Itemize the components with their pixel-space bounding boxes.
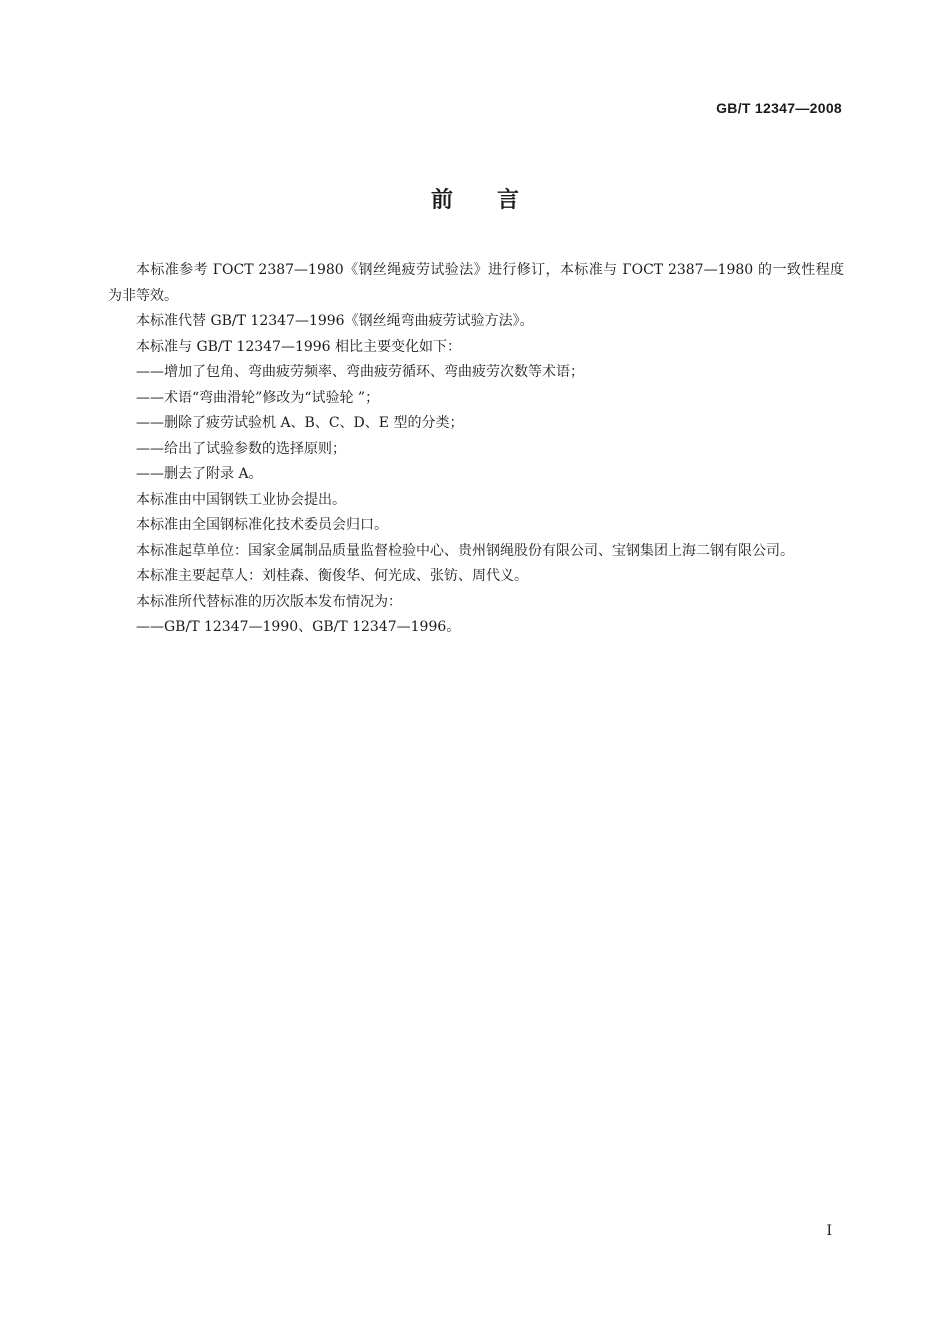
list-item: ——删去了附录 A。 [136,466,263,482]
paragraph: 本标准由中国钢铁工业协会提出。 [136,491,346,508]
list-item: ——删除了疲劳试验机 A、B、C、D、E 型的分类； [136,415,464,431]
list-item: ——GB/T 12347—1990、GB/T 12347—1996。 [136,619,461,635]
paragraph: 本标准主要起草人：刘桂森、衡俊华、何光成、张钫、周代义。 [136,568,528,584]
page-number: I [826,1223,832,1239]
paragraph: 本标准代替 GB/T 12347—1996《钢丝绳弯曲疲劳试验方法》。 [136,313,534,329]
page-title: 前言 [430,188,563,213]
standard-code: GB/T 12347—2008 [716,100,842,116]
paragraph: 本标准起草单位：国家金属制品质量监督检验中心、贵州钢绳股份有限公司、宝钢集团上海二钢有限公司。 [136,542,794,559]
list-item: ——术语“弯曲滑轮”修改为“试验轮 ”； [136,389,380,406]
paragraph: 本标准参考 ГОСТ 2387—1980《钢丝绳疲劳试验法》进行修订，本标准与 ГОСТ 2387—1980 的一致性程度为非等效。 [108,262,844,304]
paragraph: 本标准所代替标准的历次版本发布情况为： [136,593,402,610]
list-item: ——增加了包角、弯曲疲劳频率、弯曲疲劳循环、弯曲疲劳次数等术语； [136,364,584,380]
paragraph: 本标准与 GB/T 12347—1996 相比主要变化如下： [136,338,462,355]
list-item: ——给出了试验参数的选择原则； [136,440,346,457]
foreword-body [108,258,844,641]
paragraph: 本标准由全国钢标准化技术委员会归口。 [136,517,388,533]
